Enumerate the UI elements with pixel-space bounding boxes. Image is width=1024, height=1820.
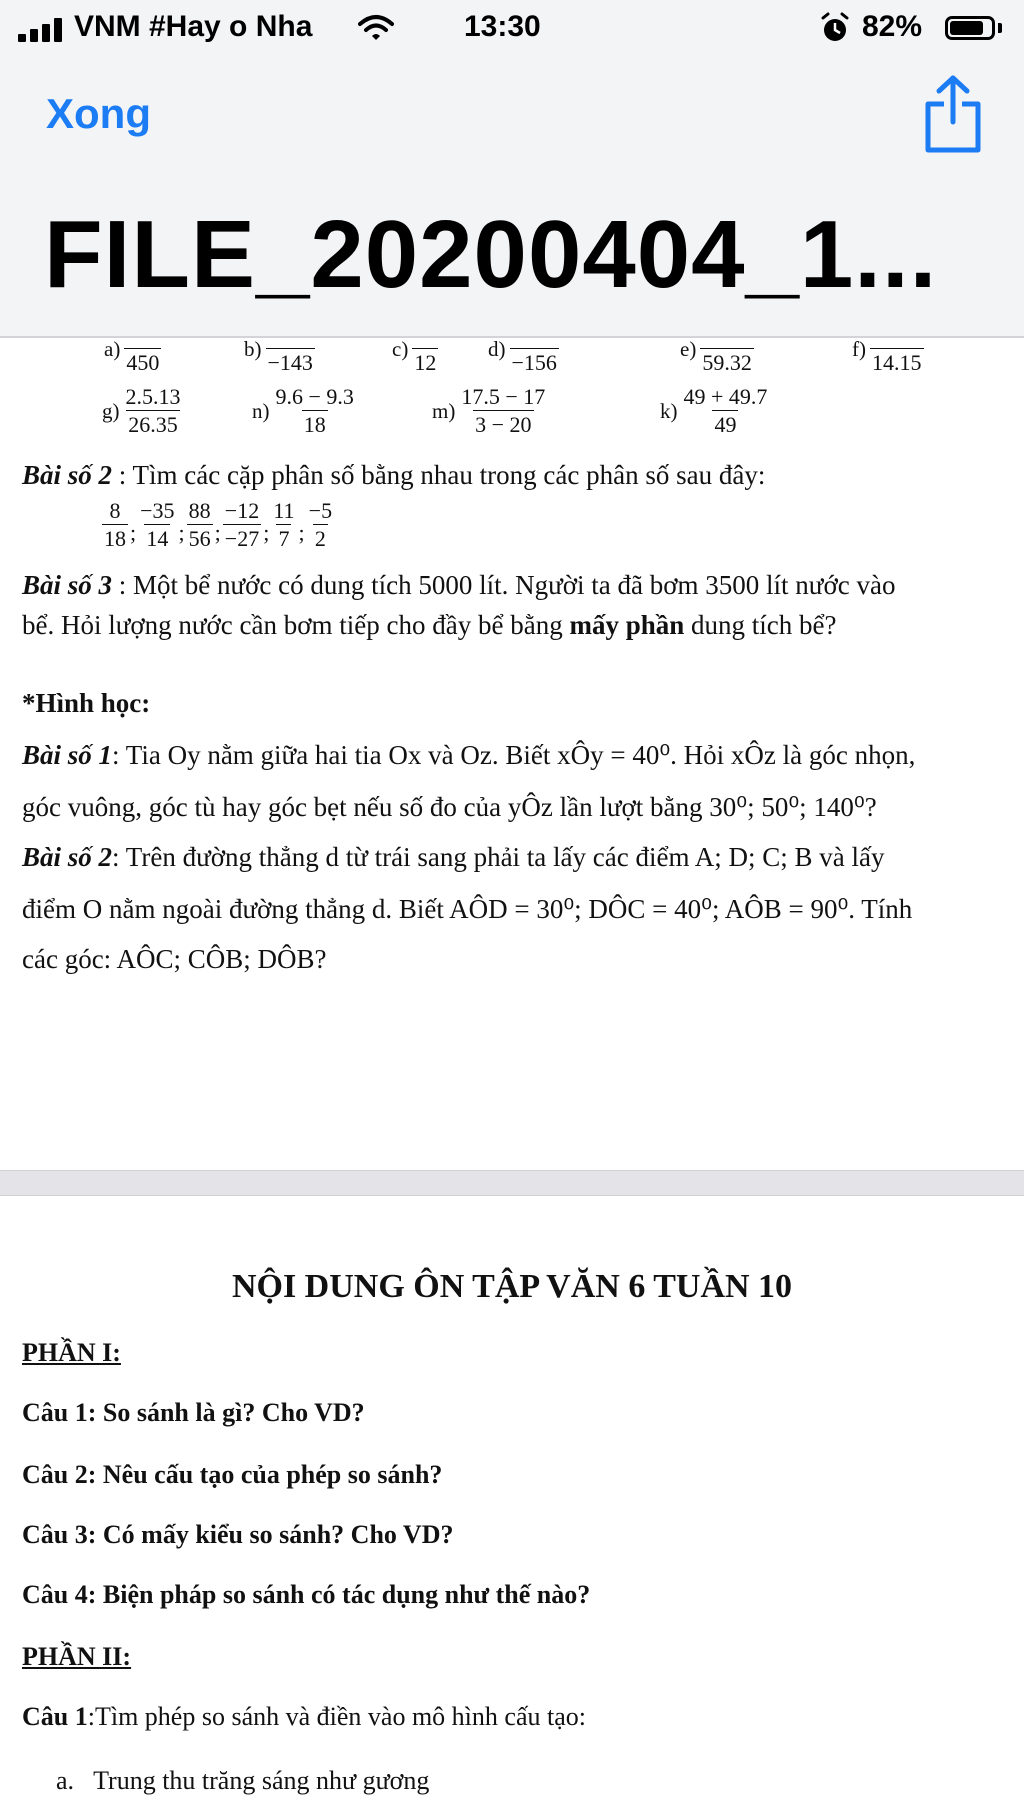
fraction-item: k) 49 + 49.7 49 — [660, 384, 768, 437]
geometry-exercise-2-line-1: Bài số 2: Trên đường thẳng d từ trái sang phải ta lấy các điểm A; D; C; B và lấy — [22, 842, 885, 872]
fraction-item: b) −143 — [244, 338, 313, 375]
fraction-row-1 — [0, 338, 1024, 382]
literature-heading: NỘI DUNG ÔN TẬP VĂN 6 TUẦN 10 — [231, 1268, 793, 1305]
fraction-row-2 — [0, 384, 1024, 444]
geometry-exercise-2-line-2: điểm O nằm ngoài đường thẳng d. Biết AÔD = 30⁰; DÔC = 40⁰; AÔB = 90⁰. Tính — [22, 894, 913, 924]
fraction-item: g) 2.5.13 26.35 — [102, 384, 181, 437]
question-2: Câu 2: Nêu cấu tạo của phép so sánh? — [22, 1460, 443, 1489]
fraction-item: f) 14.15 — [852, 338, 922, 375]
page-separator — [0, 1170, 1024, 1196]
battery-percentage: 82% — [862, 10, 923, 43]
geometry-exercise-1-line-2: góc vuông, góc tù hay góc bẹt nếu số đo của yÔz lần lượt bằng 30⁰; 50⁰; 140⁰? — [22, 792, 877, 822]
fraction-item: d) −156 — [488, 338, 557, 375]
fraction-sequence: 8 18 ; −35 14 ; 88 56 ; −12 −27 ; 11 7 ; −5 2 — [104, 498, 333, 551]
fraction-item: m) 17.5 − 17 3 − 20 — [432, 384, 546, 437]
exercise-3-line-1: Bài số 3 : Một bể nước có dung tích 5000 lít. Người ta đã bơm 3500 lít nước vào — [22, 570, 896, 600]
part-2-heading: PHẦN II: — [22, 1642, 132, 1671]
exercise-2-paragraph: Bài số 2 : Tìm các cặp phân số bằng nhau trong các phân số sau đây: — [22, 460, 766, 490]
fraction-item: c) 12 — [392, 338, 437, 375]
geometry-heading: *Hình học: — [22, 688, 151, 718]
fraction-item: n) 9.6 − 9.3 18 — [252, 384, 354, 437]
document-title: FILE_20200404_1... — [44, 201, 938, 308]
document-nav-bar — [0, 60, 1024, 338]
question-4: Câu 4: Biện pháp so sánh có tác dụng như thế nào? — [22, 1580, 591, 1609]
battery-icon — [945, 16, 995, 40]
carrier-name: VNM #Hay o Nha — [74, 10, 313, 43]
fraction-item: a) 450 — [104, 338, 160, 375]
alarm-icon — [820, 12, 850, 44]
fraction-item: e) 59.32 — [680, 338, 752, 375]
status-bar — [0, 0, 1024, 60]
part-2-question-1: Câu 1:Tìm phép so sánh và điền vào mô hình cấu tạo: — [22, 1702, 586, 1731]
geometry-exercise-1-line-1: Bài số 1: Tia Oy nằm giữa hai tia Ox và Oz. Biết xÔy = 40⁰. Hỏi xÔz là góc nhọn, — [22, 740, 916, 770]
done-button[interactable]: Xong — [46, 90, 151, 137]
geometry-exercise-2-line-3: các góc: AÔC; CÔB; DÔB? — [22, 944, 327, 974]
question-1: Câu 1: So sánh là gì? Cho VD? — [22, 1398, 365, 1427]
list-item-a: a. Trung thu trăng sáng như gương — [56, 1766, 430, 1795]
question-3: Câu 3: Có mấy kiểu so sánh? Cho VD? — [22, 1520, 454, 1549]
document-viewer[interactable] — [0, 338, 1024, 1820]
part-1-heading: PHẦN I: — [22, 1338, 121, 1367]
clock-time: 13:30 — [464, 10, 541, 43]
signal-icon — [18, 18, 62, 42]
exercise-3-line-2: bể. Hỏi lượng nước cần bơm tiếp cho đầy bể bằng mấy phần dung tích bể? — [22, 610, 837, 640]
wifi-icon — [358, 14, 394, 42]
share-icon[interactable] — [922, 74, 984, 154]
